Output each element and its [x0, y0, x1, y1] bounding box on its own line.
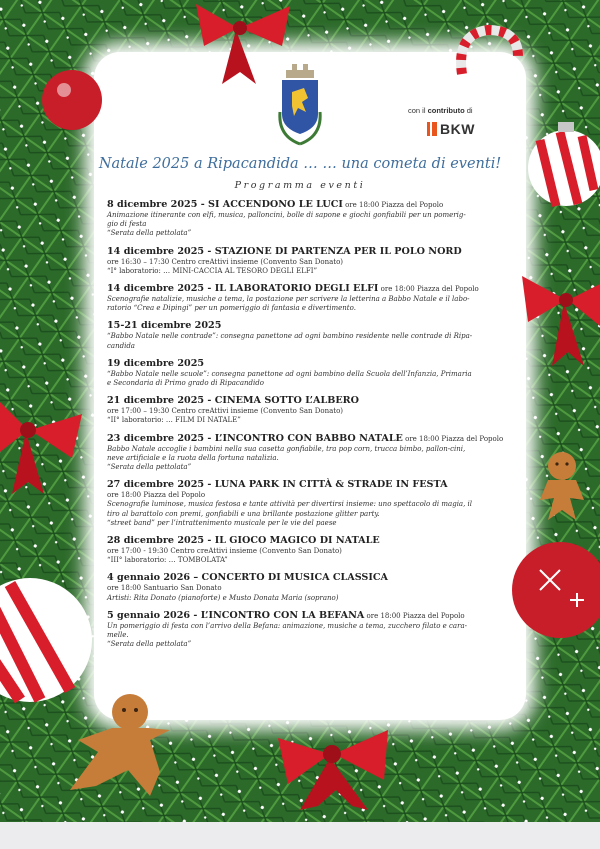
event-detail-line: “I° laboratorio: … MINI-CACCIA AL TESORO DEGLI ELFI” — [107, 266, 318, 275]
event-heading — [107, 395, 495, 407]
event-detail-line: “street band” per l’intrattenimento musicale per le vie del paese — [107, 518, 337, 527]
event-date-title: 5 gennaio 2026 - L’INCONTRO CON LA BEFANA — [107, 609, 365, 621]
event-time-place: ore 18:00 Piazza del Popolo — [378, 285, 479, 294]
event-detail-line: Animazione itinerante con elfi, musica, palloncini, bolle di sapone e giochi gonfiabili per un pomerig- — [107, 211, 466, 219]
page-subtitle: Programma eventi — [234, 180, 366, 191]
event-heading — [107, 572, 495, 584]
event-detail-line: ore 16:30 – 17:30 Centro creAttivi insieme (Convento San Donato) — [107, 257, 344, 266]
event-date-title: 27 dicembre 2025 - LUNA PARK IN CITTÀ & STRADE IN FESTA — [107, 479, 448, 491]
event-heading — [107, 358, 495, 370]
event-item — [107, 395, 495, 425]
event-detail-line: “Babbo Natale nelle scuole”: consegna panettone ad ogni bambino della Scuola dell’Infanzia, Primaria — [107, 369, 472, 378]
event-item — [107, 432, 504, 473]
event-heading — [107, 246, 495, 258]
event-heading — [107, 535, 495, 547]
event-time-place: ore 18:00 Piazza del Popolo — [402, 434, 504, 443]
event-heading — [107, 199, 495, 211]
event-time-place: ore 18:00 Piazza del Popolo — [364, 611, 465, 620]
event-detail-line: Artisti: Rita Donato (pianoforte) e Musto Donata Maria (soprano) — [107, 593, 339, 602]
event-item — [107, 246, 495, 276]
event-detail-line: melle. — [107, 631, 129, 640]
event-detail-line: ore 17:00 - 19:30 Centro creAttivi insieme (Convento San Donato) — [107, 547, 342, 556]
event-date-title: 14 dicembre 2025 - STAZIONE DI PARTENZA PER IL POLO NORD — [107, 245, 462, 257]
event-item — [107, 199, 495, 239]
event-detail-line: Scenografie luminose, musica festosa e tante attività per divertirsi insieme: uno spettacolo di magia, il — [107, 500, 473, 509]
event-item — [107, 610, 495, 650]
bkw-logo-icon — [427, 122, 437, 136]
event-item — [107, 283, 495, 313]
sponsor-logo-text: BKW — [440, 121, 475, 137]
event-heading — [107, 283, 495, 295]
event-detail-line: candida — [107, 341, 135, 350]
event-item — [107, 479, 495, 528]
event-time-place: ore 18:00 Piazza del Popolo — [342, 201, 444, 209]
sponsor-logo — [427, 120, 485, 138]
event-detail-line: Scenografie natalizie, musiche a tema, la postazione per scrivere la letterina a Babbo Natale e il labo- — [107, 295, 470, 304]
event-detail-line: “II° laboratorio: … FILM DI NATALE” — [107, 416, 241, 425]
event-date-title: 4 gennaio 2026 – CONCERTO DI MUSICA CLASSICA — [107, 572, 388, 584]
event-detail-line: ore 18:00 Santuario San Donato — [107, 584, 222, 593]
event-detail-line: tiro al barattolo con premi, gonfiabili e una brillante postazione glitter party. — [107, 509, 380, 518]
event-detail-line: Un pomeriggio di festa con l’arrivo della Befana: animazione, musiche a tema, zucchero filato e cara- — [107, 621, 467, 630]
event-detail-line: ratorio “Crea e Dipingi” per un pomeriggio di fantasia e divertimento. — [107, 304, 356, 313]
event-item — [107, 535, 495, 565]
sponsor-caption: con il contributo di — [408, 106, 473, 115]
event-heading — [107, 320, 495, 332]
event-detail-line: “Serata della pettolata” — [107, 463, 192, 472]
event-detail-line: “III° laboratorio: … TOMBOLATA” — [107, 556, 228, 565]
event-item — [107, 358, 495, 388]
event-item — [107, 572, 495, 602]
event-date-title: 23 dicembre 2025 - L’INCONTRO CON BABBO NATALE — [107, 432, 403, 444]
corner-logo — [486, 8, 578, 52]
event-detail-line: “Serata della pettolata” — [107, 229, 192, 238]
page-title: Natale 2025 a Ripacandida … … una cometa di eventi! — [98, 156, 502, 172]
events-list — [107, 199, 504, 656]
event-date-title: 14 dicembre 2025 - IL LABORATORIO DEGLI ELFI — [107, 283, 379, 295]
event-detail-line: ore 18:00 Piazza del Popolo — [107, 491, 206, 500]
event-date-title: 19 dicembre 2025 — [107, 357, 205, 369]
event-date-title: 15-21 dicembre 2025 — [107, 320, 222, 332]
event-detail-line: Babbo Natale accoglie i bambini nella sua casetta gonfiabile, tra pop corn, trucca bimbo, pallon-cini, — [107, 444, 466, 453]
event-detail-line: “Serata della pettolata” — [107, 640, 192, 649]
event-item — [107, 320, 495, 350]
event-date-title: 21 dicembre 2025 - CINEMA SOTTO L’ALBERO — [107, 395, 359, 407]
event-detail-line: “Babbo Natale nelle contrade”: consegna panettone ad ogni bambino residente nelle contrade di Ripa- — [107, 332, 473, 341]
event-heading — [107, 610, 495, 622]
event-date-title: 28 dicembre 2025 - IL GIOCO MAGICO DI NATALE — [107, 535, 380, 547]
event-heading — [107, 479, 495, 491]
event-detail-line: neve artificiale e la ruota della fortuna natalizia. — [107, 453, 279, 462]
event-heading — [107, 432, 504, 445]
event-date-title: 8 dicembre 2025 - SI ACCENDONO LE LUCI — [107, 199, 343, 210]
bottom-strip — [0, 822, 600, 849]
event-detail-line: gio di festa — [107, 220, 147, 229]
crest-icon — [272, 62, 328, 148]
event-detail-line: ore 17:00 – 19:30 Centro creAttivi insieme (Convento San Donato) — [107, 407, 344, 416]
event-detail-line: e Secondaria di Primo grado di Ripacandido — [107, 379, 264, 388]
